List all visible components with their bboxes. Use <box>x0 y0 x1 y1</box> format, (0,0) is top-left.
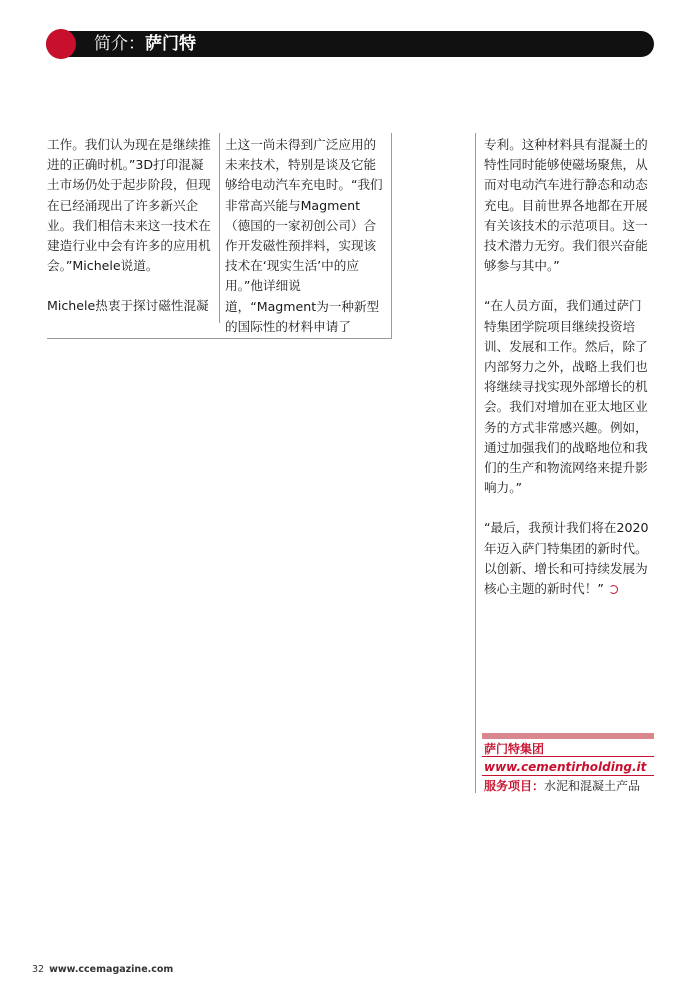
page-number: 32 <box>32 964 45 975</box>
paragraph: 工作。我们认为现在是继续推进的正确时机。”3D打印混凝土市场仍处于起步阶段，但现在已经涌现出了许多新兴企业。我们相信未来这一技术在建造行业中会有许多的应用机会。”Michele说道。 <box>47 137 211 274</box>
text-column-2 <box>225 135 385 337</box>
magazine-url[interactable]: www.ccemagazine.com <box>49 964 174 975</box>
paragraph: 土这一尚未得到广泛应用的未来技术，特别是谈及它能够给电动汽车充电时。“我们非常高兴能与Magment（德国的一家初创公司）合作开发磁性预拌料，实现该技术在‘现实生活’中的应用。”他详细说道，“Magment为一种新型的国际性的材料申请了 <box>225 137 383 334</box>
column-divider-1 <box>219 133 220 323</box>
column-divider-2 <box>391 133 392 338</box>
text-column-3 <box>484 135 650 599</box>
services-label: 服务项目： <box>484 779 545 793</box>
header-red-dot-icon <box>46 29 76 59</box>
company-name: 萨门特集团 <box>484 742 545 756</box>
services-value: 水泥和混凝土产品 <box>544 779 641 793</box>
paragraph: Michele热衷于探讨磁性混凝 <box>47 298 209 314</box>
column-divider-3 <box>475 133 476 793</box>
section-label: 简介： <box>94 34 145 54</box>
paragraph: 专利。这种材料具有混凝土的特性同时能够使磁场聚焦，从而对电动汽车进行静态和动态充电。目前世界各地都在开展有关该技术的示范项目。这一技术潜力无穷。我们很兴奋能够参与其中。” <box>484 137 648 274</box>
page-footer <box>32 964 173 975</box>
page-title <box>94 31 196 57</box>
info-divider <box>482 756 654 757</box>
paragraph-text: “最后，我预计我们将在2020年迈入萨门特集团的新时代。以创新、增长和可持续发展为核心主题的新时代！” <box>484 520 649 597</box>
info-divider <box>482 775 654 776</box>
paragraph: “在人员方面，我们通过萨门特集团学院项目继续投资培训、发展和工作。然后，除了内部努力之外，战略上我们也将继续寻找实现外部增长的机会。我们对增加在亚太地区业务的方式非常感兴趣。例如，通过加强我们的战略地位和我们的生产和物流网络来提升影响力。” <box>484 298 648 496</box>
horizontal-rule <box>47 338 392 339</box>
company-title: 萨门特 <box>145 34 196 54</box>
text-column-1 <box>47 135 213 317</box>
company-website-link[interactable]: www.cementirholding.it <box>484 760 647 774</box>
end-mark-icon <box>609 585 618 594</box>
paragraph-final <box>484 518 650 599</box>
services-line <box>484 777 640 795</box>
info-box-bar <box>482 733 654 739</box>
